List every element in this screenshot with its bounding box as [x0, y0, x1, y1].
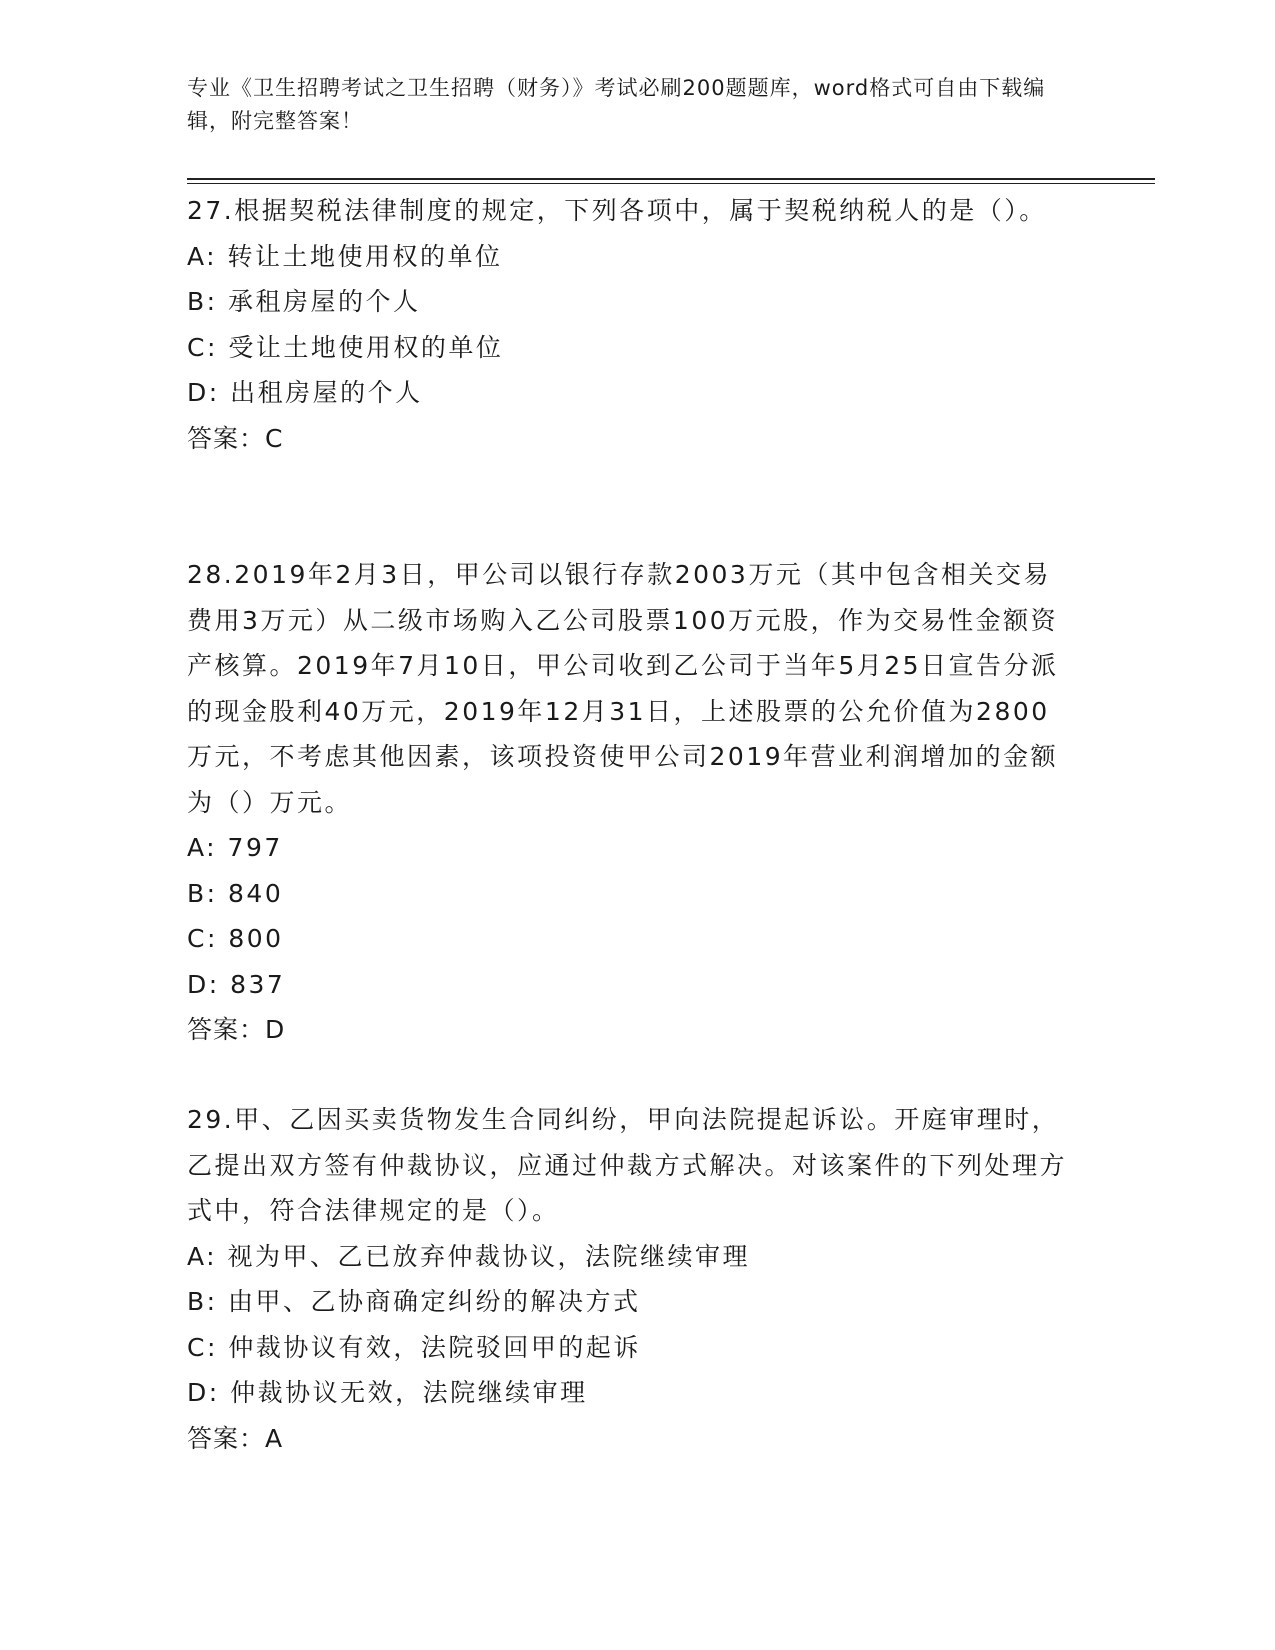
header-divider-thin [187, 183, 1155, 184]
question-stem: 28.2019年2月3日，甲公司以银行存款2003万元（其中包含相关交易费用3万元）从二级市场购入乙公司股票100万元股，作为交易性金额资产核算。2019年7月10日，甲公司收到乙公司于当年5月25日宣告分派的现金股利40万元，2019年12月31日，上述股票的公允价值为2800万元，不考虑其他因素，该项投资使甲公司2019年营业利润增加的金额为（）万元。 [187, 560, 1059, 817]
answer: 答案：A [187, 1423, 284, 1453]
question-27 [187, 188, 1077, 461]
header-divider-thick [187, 178, 1155, 180]
option-a: A: 转让土地使用权的单位 [187, 241, 503, 271]
answer: 答案：D [187, 1015, 286, 1044]
question-stem: 29.甲、乙因买卖货物发生合同纠纷，甲向法院提起诉讼。开庭审理时，乙提出双方签有仲裁协议，应通过仲裁方式解决。对该案件的下列处理方式中，符合法律规定的是（）。 [187, 1105, 1068, 1225]
option-d: D: 出租房屋的个人 [187, 378, 423, 407]
option-b: B: 840 [187, 878, 284, 908]
answer: 答案：C [187, 423, 284, 453]
option-d: D: 837 [187, 969, 286, 999]
option-c: C: 仲裁协议有效，法院驳回甲的起诉 [187, 1332, 641, 1362]
question-29 [187, 1097, 1077, 1461]
option-b: B: 承租房屋的个人 [187, 287, 421, 316]
option-a: A: 视为甲、乙已放弃仲裁协议，法院继续审理 [187, 1241, 751, 1271]
page-header: 专业《卫生招聘考试之卫生招聘（财务）》考试必刷200题题库，word格式可自由下载编辑，附完整答案！ [187, 76, 1046, 133]
question-28 [187, 552, 1077, 1053]
option-a: A: 797 [187, 833, 283, 862]
option-c: C: 受让土地使用权的单位 [187, 332, 504, 362]
option-c: C: 800 [187, 924, 284, 953]
option-b: B: 由甲、乙协商确定纠纷的解决方式 [187, 1287, 641, 1316]
option-d: D: 仲裁协议无效，法院继续审理 [187, 1378, 588, 1407]
question-stem: 27.根据契税法律制度的规定，下列各项中，属于契税纳税人的是（）。 [187, 196, 1047, 225]
